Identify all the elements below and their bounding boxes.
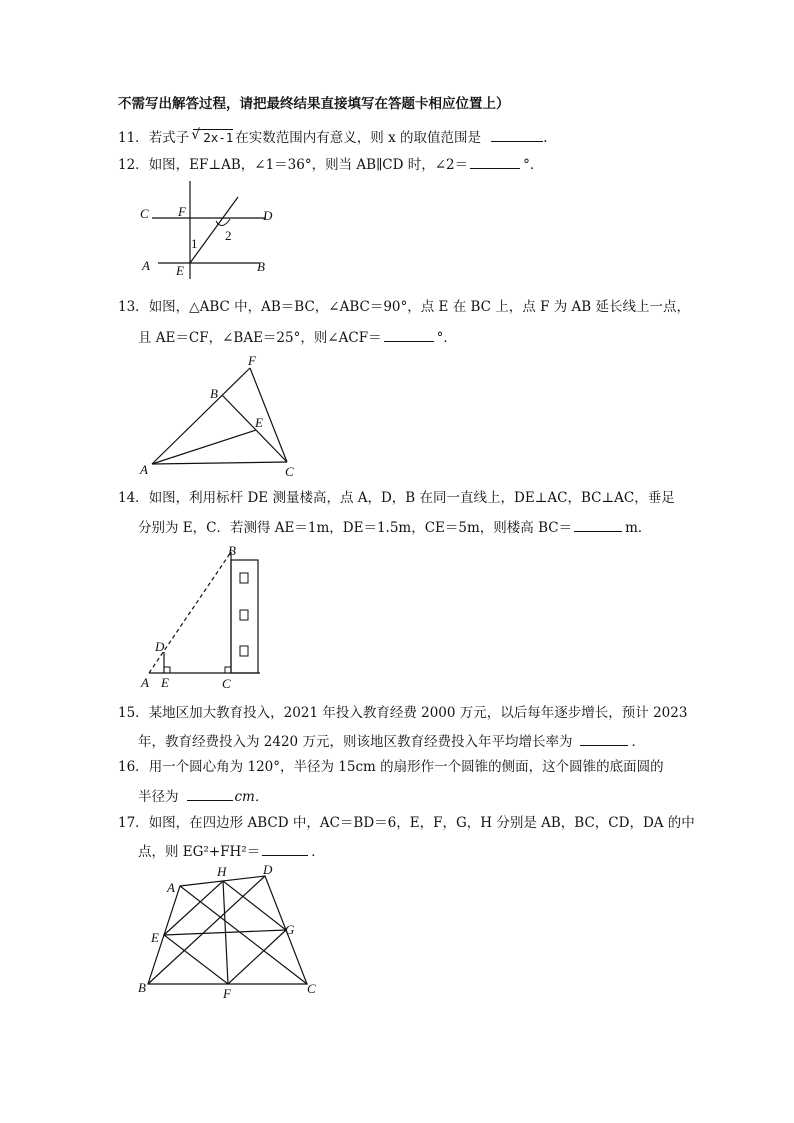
figure-q14 (135, 540, 275, 695)
answer-blank[interactable] (470, 154, 520, 169)
question-text: 用一个圆心角为 120°，半径为 15cm 的扇形作一个圆锥的侧面，这个圆锥的底面圆的 (148, 759, 664, 775)
question-text: 如图，利用标杆 DE 测量楼高，点 A，D，B 在同一直线上，DE⊥AC，BC⊥AC，垂足 (148, 490, 675, 506)
fig17-label-c: C (307, 981, 316, 996)
window-icon (240, 573, 248, 583)
fig13-label-b: B (210, 386, 218, 401)
question-number: 11． (118, 130, 149, 146)
answer-blank[interactable] (580, 731, 628, 746)
fig12-label-d: D (263, 208, 273, 223)
question-15-line2 (138, 731, 645, 751)
question-16-line1 (118, 758, 664, 776)
question-end: ． (631, 734, 645, 750)
question-16-line2 (138, 786, 268, 806)
fig17-label-h: H (217, 864, 227, 879)
fig13-label-e: E (255, 415, 263, 430)
question-17-line2 (138, 841, 325, 861)
question-number: 16． (118, 759, 149, 775)
fig17-label-d: D (263, 862, 273, 877)
question-number: 14． (118, 490, 149, 506)
question-number: 17． (118, 815, 149, 831)
question-17-line1 (118, 814, 695, 832)
fig17-label-a: A (167, 880, 175, 895)
question-end: m． (625, 520, 652, 536)
question-14-line1 (118, 489, 675, 507)
answer-blank[interactable] (262, 841, 308, 856)
answer-blank[interactable] (574, 517, 622, 532)
question-number: 13． (118, 299, 149, 315)
question-text: 半径为 (138, 789, 179, 805)
fig12-label-angle2: 2 (225, 228, 232, 243)
radicand: 2x-1 (203, 130, 234, 145)
question-text: 如图，△ABC 中，AB＝BC，∠ABC＝90°，点 E 在 BC 上，点 F 为 AB 延长线上一点， (148, 299, 690, 315)
fig14-label-b: B (228, 543, 236, 558)
question-text: 若式子 (148, 130, 190, 146)
fig17-label-f: F (223, 986, 231, 1001)
fig14-label-d: D (155, 639, 165, 654)
question-number: 12． (118, 157, 149, 173)
answer-blank[interactable] (491, 127, 543, 142)
question-end: °． (523, 157, 544, 173)
fig13-label-f: F (248, 353, 256, 368)
fig17-label-e: E (151, 930, 159, 945)
question-text: 如图，EF⊥AB，∠1＝36°，则当 AB∥CD 时，∠2＝ (148, 157, 469, 173)
fig17-label-b: B (138, 980, 146, 995)
question-text: 某地区加大教育投入，2021 年投入教育经费 2000 万元，以后每年逐步增长，预计 2023 (148, 705, 688, 721)
answer-blank[interactable] (187, 786, 233, 801)
question-number: 15． (118, 705, 149, 721)
figure-q12 (130, 175, 290, 285)
question-end: . (543, 130, 548, 146)
fig12-label-c: C (140, 206, 149, 221)
radical-sign-icon: √ (191, 127, 201, 143)
question-end: cm． (234, 789, 269, 805)
question-12 (118, 154, 543, 174)
figure-q17 (135, 864, 325, 1004)
fig12-label-f: F (178, 204, 186, 219)
question-end: °． (436, 330, 457, 346)
fig12-label-a: A (142, 258, 150, 273)
fig17-label-g: G (285, 922, 295, 937)
question-15-line1 (118, 704, 687, 722)
question-13-line1 (118, 298, 690, 316)
fig12-label-angle1: 1 (191, 236, 198, 251)
fig14-label-a: A (141, 675, 149, 690)
fig14-label-c: C (222, 676, 231, 691)
fig12-label-e: E (176, 263, 184, 278)
question-text: 点，则 EG²+FH²＝ (138, 844, 261, 860)
question-text: 且 AE＝CF，∠BAE＝25°，则∠ACF＝ (138, 330, 382, 346)
radical-expression (193, 129, 233, 145)
figure-q13 (140, 350, 310, 480)
question-text: 如图，在四边形 ABCD 中，AC＝BD＝6，E，F，G，H 分别是 AB，BC，CD，DA 的中 (148, 815, 695, 831)
answer-blank[interactable] (384, 327, 434, 342)
question-13-line2 (138, 327, 457, 347)
question-end: ． (311, 844, 325, 860)
question-text: 分别为 E，C．若测得 AE＝1m，DE＝1.5m，CE＝5m，则楼高 BC＝ (138, 520, 573, 536)
section-header: 不需写出解答过程，请把最终结果直接填写在答题卡相应位置上） (118, 96, 510, 112)
question-14-line2 (138, 517, 651, 537)
window-icon (240, 610, 248, 620)
fig12-label-b: B (257, 259, 265, 274)
question-text: 年，教育经费投入为 2420 万元，则该地区教育经费投入年平均增长率为 (138, 734, 573, 750)
question-11 (118, 127, 548, 147)
fig13-label-c: C (285, 464, 294, 479)
window-icon (240, 646, 248, 656)
fig13-label-a: A (140, 462, 148, 477)
fig14-label-e: E (161, 675, 169, 690)
question-text: 在实数范围内有意义，则 x 的取值范围是 (235, 130, 481, 146)
